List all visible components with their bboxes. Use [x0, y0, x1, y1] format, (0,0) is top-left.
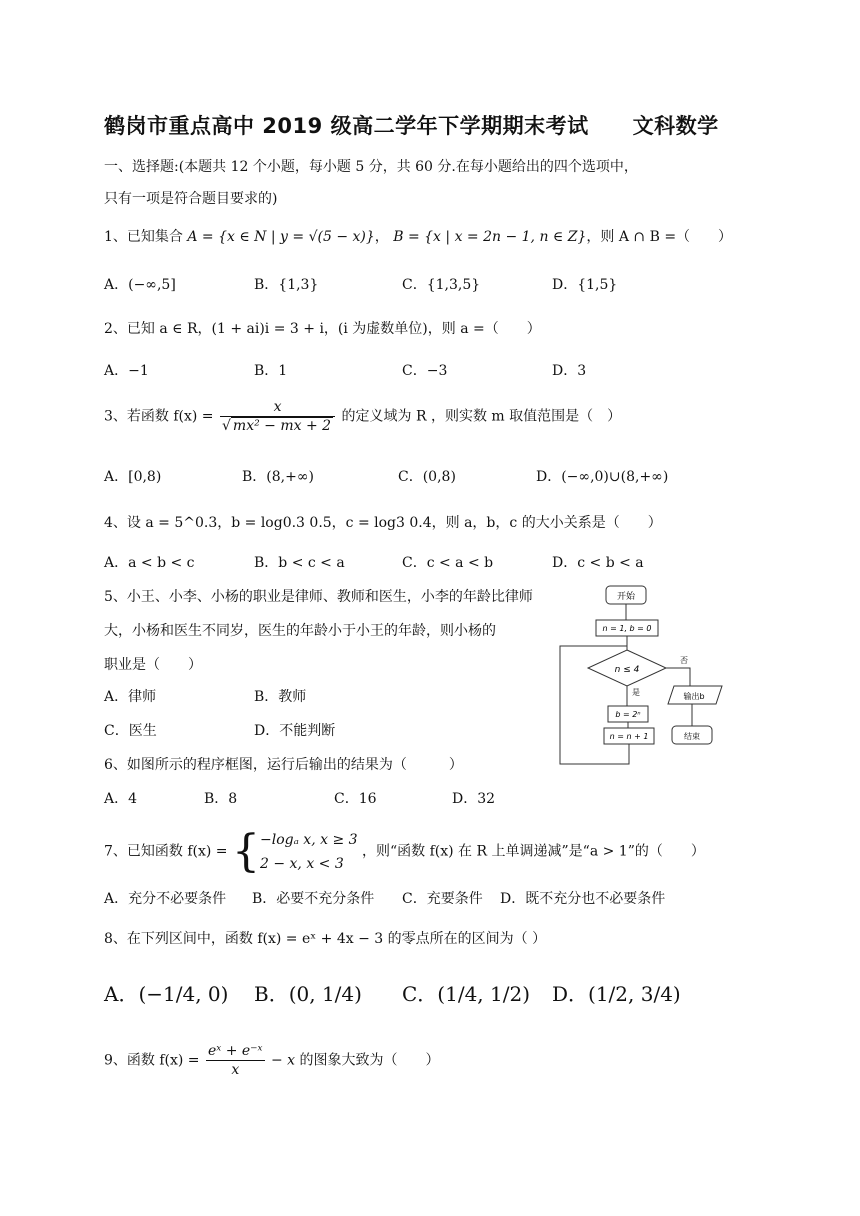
flow-output-label: 输出b	[683, 692, 705, 701]
q8-option-a[interactable]: A．(−1/4, 0)	[104, 982, 229, 1006]
q8-option-c[interactable]: C．(1/4, 1/2)	[402, 982, 530, 1006]
flow-init-label: n = 1, b = 0	[602, 624, 652, 633]
q3-option-b[interactable]: B．(8,+∞)	[242, 469, 314, 485]
q7-cases: −logₐ x, x ≥ 3 2 − x, x < 3	[260, 831, 358, 872]
flow-end-label: 结束	[684, 732, 700, 741]
q4-stem: 4、设 a = 5^0.3，b = log0.3 0.5，c = log3 0.4，则 a，b，c 的大小关系是（ ）	[104, 515, 662, 531]
q2-option-c[interactable]: C．−3	[402, 363, 448, 379]
q2-stem: 2、已知 a ∈ R，(1 + ai)i = 3 + i，(i 为虚数单位)，则 a =（ ）	[104, 321, 541, 337]
q1-set-a: A = {x ∈ N | y = √(5 − x)}	[187, 229, 375, 245]
q1-option-c[interactable]: C．{1,3,5}	[402, 277, 481, 293]
flow-incr-label: n = n + 1	[609, 732, 649, 741]
q8-stem: 8、在下列区间中，函数 f(x) = eˣ + 4x − 3 的零点所在的区间为（ ）	[104, 931, 547, 947]
section-instructions-line1: 一、选择题:(本题共 12 个小题，每小题 5 分，共 60 分.在每小题给出的四个选项中，	[104, 159, 638, 175]
q2-option-b[interactable]: B．1	[254, 363, 288, 379]
flow-decision-label: n ≤ 4	[614, 665, 640, 675]
q7-stem: 7、已知函数 f(x) = { −logₐ x, x ≥ 3 2 − x, x < 3 ，则“函数 f(x) 在 R 上单调递减”是“a > 1”的（ ）	[104, 826, 705, 877]
q3-option-a[interactable]: A．[0,8)	[104, 469, 162, 485]
q5-option-c[interactable]: C．医生	[104, 723, 157, 739]
q7-brace: {	[232, 826, 260, 877]
section-instructions-line2: 只有一项是符合题目要求的)	[104, 191, 278, 207]
flow-no-label: 否	[680, 656, 688, 665]
exam-title: 鹤岗市重点高中 2019 级高二学年下学期期末考试	[104, 114, 589, 138]
q6-option-b[interactable]: B．8	[204, 791, 238, 807]
q9-stem: 9、函数 f(x) = $\frac{\text{eˣ + e⁻ˣ}}{x}$ − x 的图象大致为（ ）	[104, 1043, 440, 1078]
q1-option-a[interactable]: A．(−∞,5]	[104, 277, 176, 293]
q5-stem-line1: 5、小王、小李、小杨的职业是律师、教师和医生，小李的年龄比律师	[104, 589, 533, 605]
q7-option-c[interactable]: C．充要条件	[402, 891, 483, 907]
q9-fraction: $\frac{\text{eˣ + e⁻ˣ}}{x}$	[208, 1043, 263, 1078]
page-title	[104, 110, 719, 140]
flow-start-label: 开始	[616, 592, 636, 602]
q4-option-d[interactable]: D．c < b < a	[552, 555, 644, 571]
q1-option-d[interactable]: D．{1,5}	[552, 277, 618, 293]
q7-option-a[interactable]: A．充分不必要条件	[104, 891, 227, 907]
q5-option-a[interactable]: A．律师	[104, 689, 157, 705]
q1-set-b: B = {x | x = 2n − 1, n ∈ Z}	[393, 229, 587, 245]
q6-option-c[interactable]: C．16	[334, 791, 377, 807]
q5-stem-line2: 大，小杨和医生不同岁，医生的年龄小于小王的年龄，则小杨的	[104, 623, 496, 639]
q4-option-c[interactable]: C．c < a < b	[402, 555, 494, 571]
q4-option-b[interactable]: B．b < c < a	[254, 555, 345, 571]
q3-option-d[interactable]: D．(−∞,0)∪(8,+∞)	[536, 469, 669, 485]
q6-option-d[interactable]: D．32	[452, 791, 496, 807]
flowchart	[556, 580, 736, 780]
q5-stem-line3: 职业是（ ）	[104, 657, 202, 673]
q1-stem: 1、已知集合 A = {x ∈ N | y = √(5 − x)}， B = {x | x = 2n − 1, n ∈ Z}，则 A ∩ B =（ ）	[104, 229, 733, 245]
q5-option-d[interactable]: D．不能判断	[254, 723, 336, 739]
q1-option-b[interactable]: B．{1,3}	[254, 277, 319, 293]
q4-option-a[interactable]: A．a < b < c	[104, 555, 195, 571]
flow-assign-label: b = 2ⁿ	[615, 710, 641, 719]
q6-option-a[interactable]: A．4	[104, 791, 138, 807]
q3-option-c[interactable]: C．(0,8)	[398, 469, 456, 485]
q3-fraction: $\frac{x}{\text{√ mx² − mx + 2}}$	[220, 398, 335, 435]
q8-option-b[interactable]: B．(0, 1/4)	[254, 982, 362, 1006]
q5-option-b[interactable]: B．教师	[254, 689, 307, 705]
q2-option-a[interactable]: A．−1	[104, 363, 149, 379]
q2-option-d[interactable]: D．3	[552, 363, 587, 379]
q6-stem: 6、如图所示的程序框图，运行后输出的结果为（ ）	[104, 757, 463, 773]
flow-yes-label: 是	[632, 688, 640, 697]
q7-option-b[interactable]: B．必要不充分条件	[252, 891, 375, 907]
q7-option-d[interactable]: D．既不充分也不必要条件	[500, 891, 666, 907]
q8-option-d[interactable]: D．(1/2, 3/4)	[552, 982, 681, 1006]
exam-subject: 文科数学	[632, 114, 719, 138]
q3-stem: 3、若函数 f(x) = $\frac{x}{\text{√ mx² − mx + 2}}$ 的定义域为 R ，则实数 m 取值范围是（ ）	[104, 399, 622, 434]
